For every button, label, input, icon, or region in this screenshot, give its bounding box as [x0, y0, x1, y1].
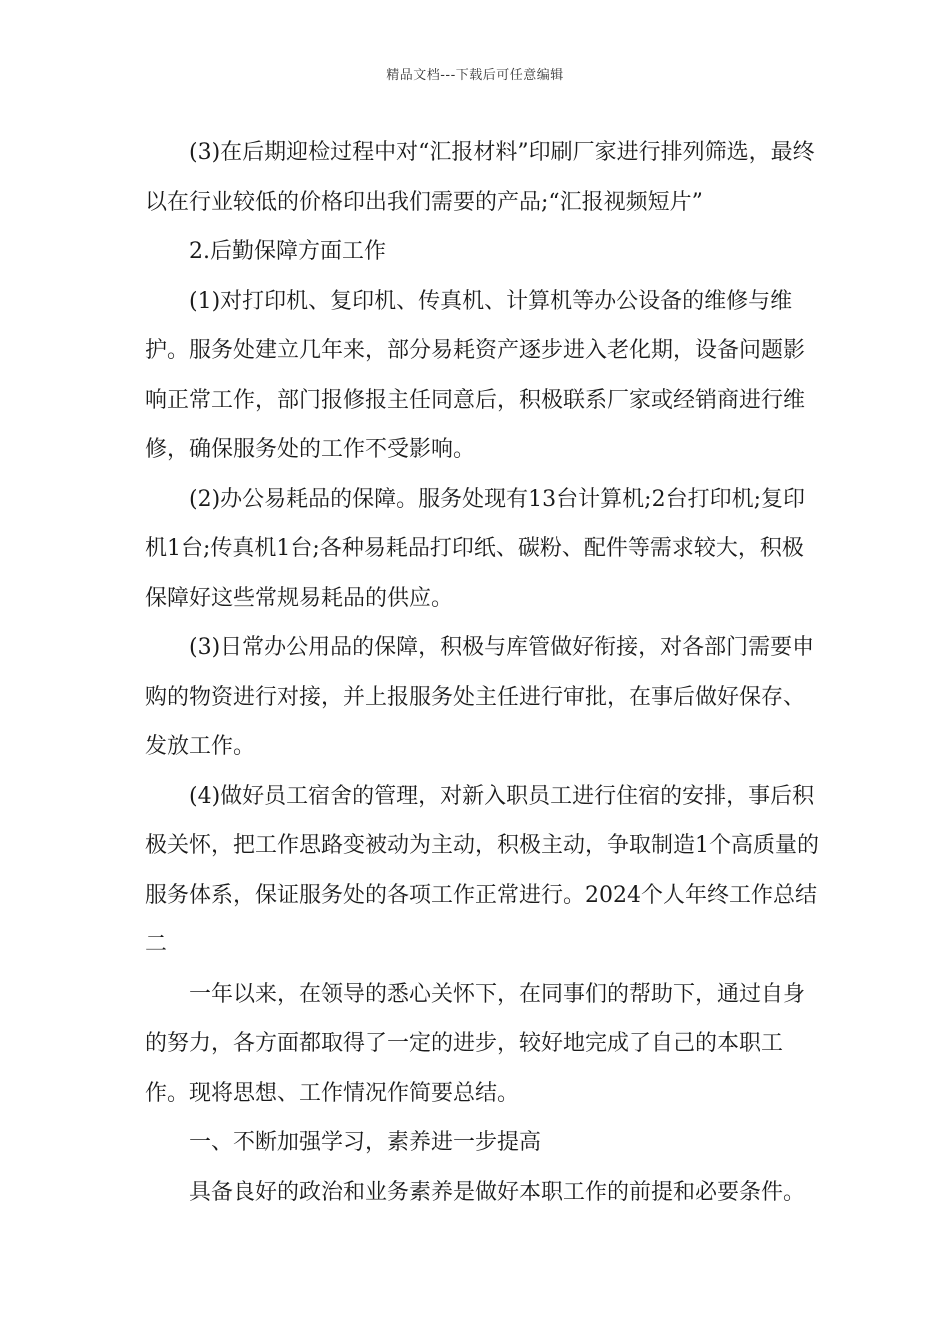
page-header: 精品文档---下载后可任意编辑	[386, 68, 564, 83]
document-body	[145, 128, 825, 1217]
paragraph-2-heading: 2.后勤保障方面工作	[189, 239, 386, 264]
paragraph-3: (1)对打印机、复印机、传真机、计算机等办公设备的维修与维护。服务处建立几年来，部分易耗资产逐步进入老化期，设备问题影响正常工作，部门报修报主任同意后，积极联系厂家或经销商进行维修，确保服务处的工作不受影响。	[145, 288, 806, 462]
paragraph-4: (2)办公易耗品的保障。服务处现有13台计算机;2台打印机;复印机1台;传真机1台;各种易耗品打印纸、碳粉、配件等需求较大，积极保障好这些常规易耗品的供应。	[145, 486, 805, 611]
paragraph-8-heading: 一、不断加强学习，素养进一步提高	[189, 1130, 542, 1155]
paragraph-1: (3)在后期迎检过程中对“汇报材料”印刷厂家进行排列筛选，最终以在行业较低的价格印出我们需要的产品;“汇报视频短片”	[145, 140, 815, 215]
paragraph-7: 一年以来，在领导的悉心关怀下，在同事们的帮助下，通过自身的努力，各方面都取得了一定的进步，较好地完成了自己的本职工作。现将思想、工作情况作简要总结。	[145, 981, 806, 1106]
paragraph-6: (4)做好员工宿舍的管理，对新入职员工进行住宿的安排，事后积极关怀，把工作思路变被动为主动，积极主动，争取制造1个高质量的服务体系，保证服务处的各项工作正常进行。2024个人年终工作总结二	[145, 783, 819, 957]
paragraph-5: (3)日常办公用品的保障，积极与库管做好衔接，对各部门需要申购的物资进行对接，并上报服务处主任进行审批，在事后做好保存、发放工作。	[145, 635, 815, 759]
paragraph-9: 具备良好的政治和业务素养是做好本职工作的前提和必要条件。	[189, 1179, 806, 1205]
